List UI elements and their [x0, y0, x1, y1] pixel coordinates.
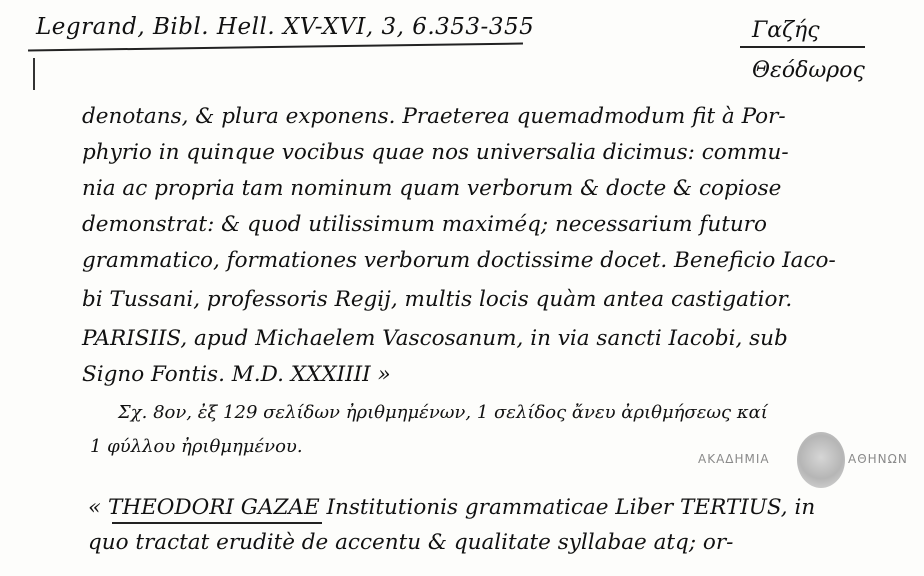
- body-line: nia ac propria tam nominum quam verborum & docte & copiose: [82, 176, 782, 201]
- body-line: PARISIIS, apud Michaelem Vascosanum, in via sancti Iacobi, sub: [82, 326, 788, 351]
- next-entry-line-1: « THEODORI GAZAE Institutionis grammaticae Liber TERTIUS, in: [88, 495, 816, 520]
- greek-name: Θεόδωρος: [752, 58, 865, 83]
- format-note-line-1: Σχ. 8ον, ἐξ 129 σελίδων ἠριθμημένων, 1 σελίδος ἄνευ ἀριθμήσεως καί: [118, 402, 768, 423]
- bibliographic-reference: Legrand, Bibl. Hell. XV-XVI, 3, 6.353-355: [36, 14, 535, 40]
- next-entry-line-2: quo tractat eruditè de accentu & qualitate syllabae atq; or-: [88, 530, 734, 555]
- greek-heading-underline: [740, 46, 865, 48]
- body-line: demonstrat: & quod utilissimum maximéq; necessarium futuro: [82, 212, 767, 237]
- stamp-text-left: ΑΚΑΔΗΜΙΑ: [698, 452, 770, 466]
- body-line: Signo Fontis. M.D. XXXIIII »: [82, 362, 391, 387]
- body-line: denotans, & plura exponens. Praeterea quemadmodum fit à Por-: [82, 104, 786, 129]
- margin-mark: [33, 58, 39, 90]
- stamp-text-right: ΑΘΗΝΩΝ: [848, 452, 908, 466]
- format-note-line-2: 1 φύλλου ἠριθμημένου.: [90, 436, 303, 457]
- title-underline: [112, 522, 322, 524]
- body-line: bi Tussani, professoris Regij, multis locis quàm antea castigatior.: [82, 287, 793, 312]
- body-line: phyrio in quinque vocibus quae nos universalia dicimus: commu-: [82, 140, 789, 165]
- body-line: grammatico, formationes verborum doctissime docet. Beneficio Iaco-: [82, 248, 836, 273]
- greek-heading: Γαζής: [752, 18, 820, 43]
- reference-underline: [28, 43, 523, 52]
- academy-seal-image: [797, 432, 845, 488]
